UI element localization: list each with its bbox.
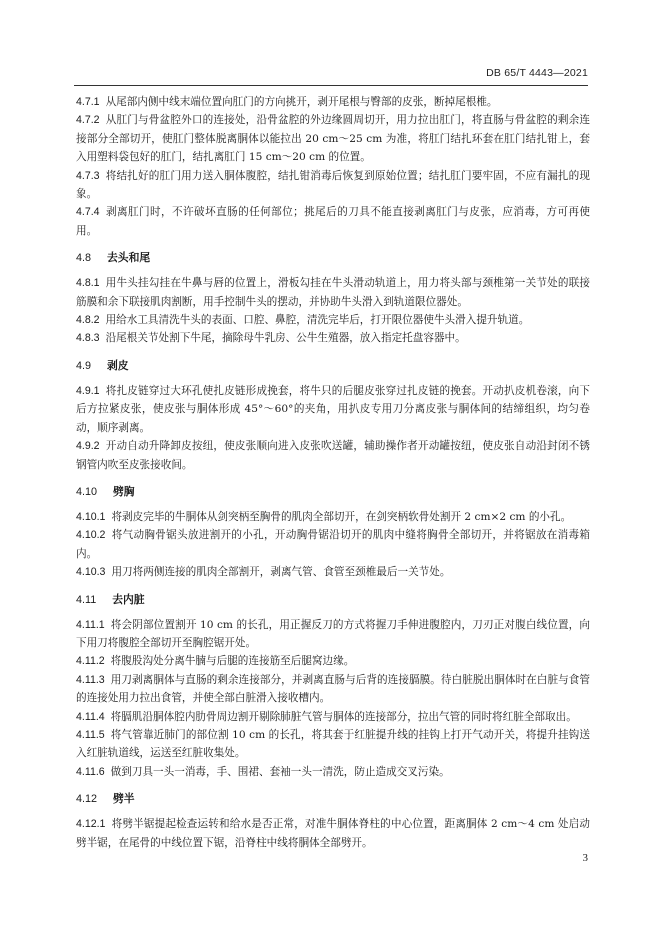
clause-text: 将会阴部位置割开 10 cm 的长孔，用正握反刀的方式将握刀手伸进腹腔内，刀刃正对腹白线位置，向下用刀将腹腔全部切开至胸腔锯开处。 xyxy=(76,618,590,649)
page-number: 3 xyxy=(582,852,588,864)
clause-text: 将腹股沟处分离牛腩与后腿的连接筋至后腿窝边缘。 xyxy=(110,655,355,668)
spacer xyxy=(76,375,590,382)
standard-code: DB 65/T 4443—2021 xyxy=(486,67,588,79)
section-number: 4.8 xyxy=(76,252,92,265)
clause-text: 从尾部内侧中线末端位置向肛门的方向挑开，剥开尾根与臀部的皮张，断掉尾根椎。 xyxy=(105,96,498,108)
spacer xyxy=(76,267,590,274)
clause-paragraph xyxy=(76,726,590,763)
section-title: 劈半 xyxy=(113,792,135,806)
clause-text: 用刀将两侧连接的肌肉全部割开，剥离气管、食管至颈椎最后一关节处。 xyxy=(111,566,451,579)
clause-text: 将结扎好的肛门用力送入胴体腹腔，结扎钳消毒后恢复到原始位置；结扎肛门要牢固，不应有漏扎的现象。 xyxy=(76,169,590,201)
header-rule xyxy=(74,85,588,86)
section-title: 去头和尾 xyxy=(107,251,151,265)
section-number: 4.12 xyxy=(76,793,98,806)
clause-paragraph xyxy=(76,203,590,240)
clause-text: 将剥皮完毕的牛胴体从剑突柄至胸骨的肌肉全部切开，在剑突柄软骨处割开 2 cm×2 cm 的小孔。 xyxy=(111,510,572,523)
clause-number: 4.8.3 xyxy=(76,332,100,345)
section-number: 4.9 xyxy=(76,359,92,372)
clause-paragraph xyxy=(76,274,590,311)
clause-number: 4.7.4 xyxy=(76,206,100,219)
clause-text: 开动自动升降卸皮按纽，使皮张顺向进入皮张吹送罐，辅助操作者开动罐按纽，使皮张自动沿封闭不锈钢管内吹至皮张接收间。 xyxy=(76,440,590,471)
clause-text: 做到刀具一头一消毒，手、围裙、套袖一头一清洗，防止造成交叉污染。 xyxy=(110,765,450,778)
spacer xyxy=(76,808,590,815)
clause-paragraph xyxy=(76,763,590,781)
clause-number: 4.10.3 xyxy=(76,566,106,579)
clause-number: 4.8.1 xyxy=(76,277,100,290)
spacer xyxy=(76,348,590,357)
clause-text: 沿尾根关节处割下牛尾，摘除母牛乳房、公牛生殖器，放入指定托盘容器中。 xyxy=(105,332,466,345)
clause-text: 将膈肌沿胴体腔内肋骨周边割开剔除肺脏气管与胴体的连接部分，拉出气管的同时将红脏全部取出。 xyxy=(110,710,577,723)
spacer xyxy=(76,240,590,249)
clause-text: 用牛头挂勾挂在牛鼻与唇的位置上，滑板勾挂在牛头滑动轨道上，用力将头部与颈椎第一关节处的联接筋膜和余下联接肌肉割断，用手控制牛头的摆动，并协助牛头滑入到轨道限位器处。 xyxy=(76,277,590,308)
spacer xyxy=(76,609,590,616)
clause-paragraph xyxy=(76,616,590,653)
clause-number: 4.10.2 xyxy=(76,529,106,542)
clause-number: 4.12.1 xyxy=(76,818,106,831)
clause-paragraph xyxy=(76,526,590,563)
clause-paragraph xyxy=(76,437,590,474)
clause-number: 4.11.5 xyxy=(76,728,105,741)
clause-paragraph xyxy=(76,815,590,852)
clause-number: 4.8.2 xyxy=(76,314,100,327)
clause-text: 将扎皮链穿过大环孔使扎皮链形成挽套，将牛只的后腿皮张穿过扎皮链的挽套。开动扒皮机卷滚，向下后方拉紧皮张，使皮张与胴体形成 45°～60°的夹角，用扒皮专用刀分离皮张与胴体间的结缔组织，均匀卷动，顺序剥离。 xyxy=(76,384,590,434)
clause-number: 4.9.1 xyxy=(76,384,100,397)
clause-text: 用刀剥离胴体与直肠的剩余连接部分，并剥离直肠与后背的连接膈膜。待白脏脱出胴体时在白脏与食管的连接处用力拉出食管，并使全部白脏滑入接收槽内。 xyxy=(76,673,590,705)
clause-number: 4.7.2 xyxy=(76,114,100,127)
clause-paragraph xyxy=(76,311,590,329)
clause-paragraph xyxy=(76,111,590,166)
clause-number: 4.11.4 xyxy=(76,710,105,723)
spacer xyxy=(76,582,590,591)
clause-text: 用给水工具清洗牛头的表面、口腔、鼻腔，清洗完毕后，打开限位器使牛头滑入提升轨道。 xyxy=(105,314,530,327)
clause-number: 4.7.1 xyxy=(76,96,100,108)
clause-number: 4.7.3 xyxy=(76,169,100,182)
clause-paragraph xyxy=(76,652,590,670)
clause-number: 4.9.2 xyxy=(76,440,100,453)
section-heading xyxy=(76,483,590,501)
clause-number: 4.11.6 xyxy=(76,765,105,778)
document-body xyxy=(76,93,590,852)
section-heading xyxy=(76,790,590,808)
clause-number: 4.10.1 xyxy=(76,510,106,523)
clause-paragraph xyxy=(76,671,590,708)
section-heading xyxy=(76,357,590,375)
clause-text: 从肛门与骨盆腔外口的连接处，沿骨盆腔的外边缘圆周切开，用力拉出肛门，将直肠与骨盆腔的剩余连接部分全部切开，使肛门整体脱离胴体以能拉出 20 cm～25 cm 为准，将肛门结扎环套在肛门结扎钳上，套入用塑料袋包好的肛门，结扎离肛门 15 cm～20 cm 的位置。 xyxy=(76,114,590,164)
spacer xyxy=(76,781,590,790)
section-heading xyxy=(76,249,590,267)
section-number: 4.11 xyxy=(76,593,97,606)
clause-paragraph xyxy=(76,167,590,204)
clause-paragraph xyxy=(76,708,590,726)
section-title: 劈胸 xyxy=(113,484,135,498)
clause-text: 剥离肛门时，不许破坏直肠的任何部位；挑尾后的刀具不能直接剥离肛门与皮张，应消毒，方可再使用。 xyxy=(76,206,590,237)
section-number: 4.10 xyxy=(76,485,98,498)
clause-paragraph xyxy=(76,508,590,526)
clause-paragraph xyxy=(76,382,590,437)
clause-number: 4.11.3 xyxy=(76,673,105,686)
spacer xyxy=(76,474,590,483)
clause-text: 将气动胸骨锯头放进割开的小孔，开动胸骨锯沿切开的肌肉中缝将胸骨全部切开，并将锯放在消毒箱内。 xyxy=(76,529,590,560)
clause-text: 将气管靠近肺门的部位割 10 cm 的长孔，将其套于红脏提升线的挂钩上打开气动开关，将提升挂钩送入红脏轨道线，运送至红脏收集处。 xyxy=(76,728,590,760)
section-heading xyxy=(76,591,590,609)
clause-paragraph xyxy=(76,563,590,581)
clause-number: 4.11.2 xyxy=(76,655,105,668)
section-title: 去内脏 xyxy=(112,592,145,606)
clause-number: 4.11.1 xyxy=(76,618,105,631)
clause-paragraph xyxy=(76,93,590,111)
clause-text: 将劈半锯提起检查运转和给水是否正常，对准牛胴体脊柱的中心位置，距离胴体 2 cm～4 cm 处启动劈半锯，在尾骨的中线位置下锯，沿脊柱中线将胴体全部劈开。 xyxy=(76,818,590,849)
section-title: 剥皮 xyxy=(107,358,129,372)
spacer xyxy=(76,501,590,508)
clause-paragraph xyxy=(76,329,590,347)
